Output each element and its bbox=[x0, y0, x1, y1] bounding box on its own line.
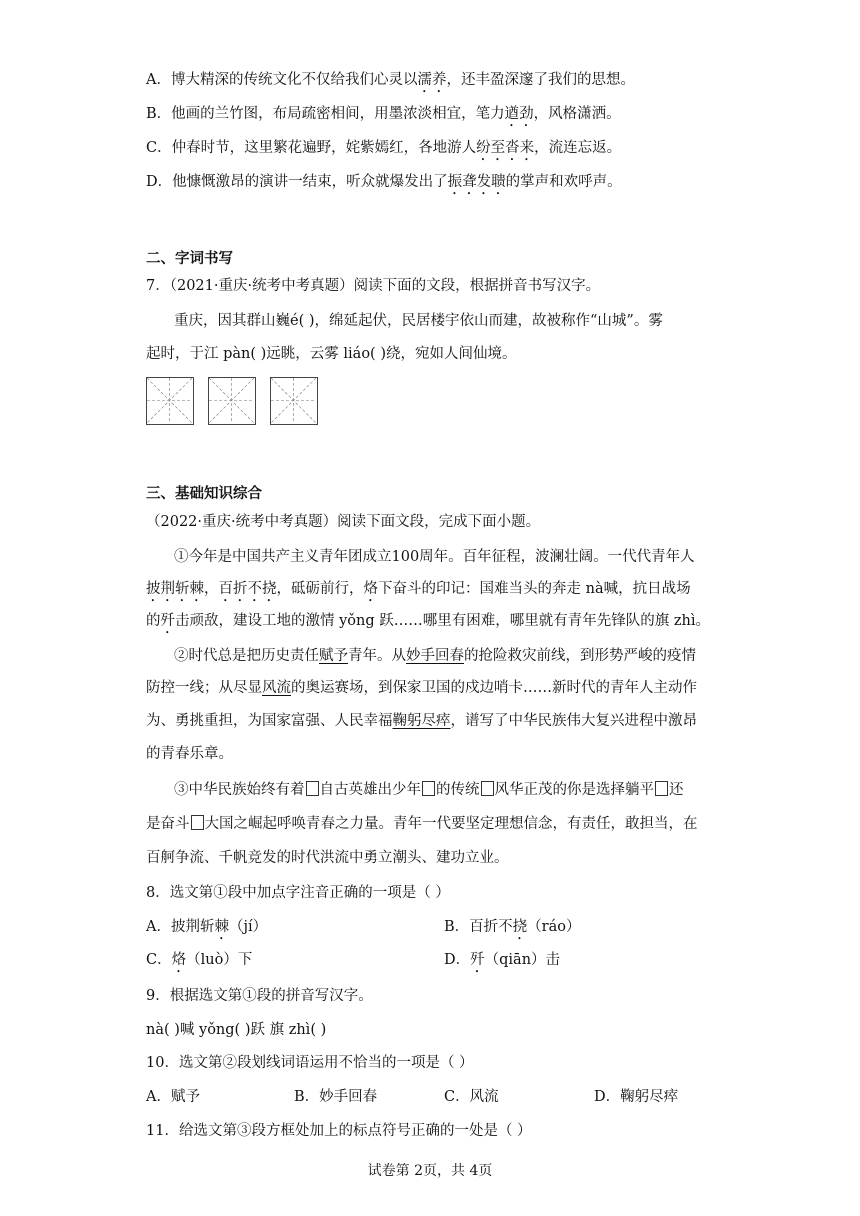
q10-option-c: C．风流 bbox=[444, 1089, 499, 1105]
para2-line-3: 为、勇挑重担，为国家富强、人民幸福鞠躬尽瘁，谱写了中华民族伟大复兴进程中激昂 bbox=[146, 713, 697, 729]
writing-grid-2[interactable] bbox=[208, 377, 256, 425]
q9-stem: 9．根据选文第①段的拼音写汉字。 bbox=[146, 988, 373, 1004]
section-2-title: 二、字词书写 bbox=[146, 251, 233, 267]
punctuation-box bbox=[191, 815, 204, 830]
para1-line-3: 的歼击顽敌，建设工地的激情 yǒng 跃……哪里有困难，哪里就有青年先锋队的旗 zhì。 bbox=[146, 613, 710, 629]
q8-option-c: C．烙（luò）下 bbox=[146, 952, 253, 968]
punctuation-box bbox=[655, 781, 668, 796]
q6-option-a: A．博大精深的传统文化不仅给我们心灵以濡养，还丰盈深邃了我们的思想。 bbox=[146, 72, 635, 88]
page-footer: 试卷第 2页，共 4页 bbox=[367, 1163, 493, 1179]
q10-option-a: A．赋予 bbox=[146, 1089, 200, 1105]
q7-passage-line-1: 重庆，因其群山巍é( )，绵延起伏，民居楼宇依山而建，故被称作“山城”。雾 bbox=[174, 313, 663, 329]
q8-option-a: A．披荆斩棘（jí） bbox=[146, 919, 268, 935]
q6-option-d: D．他慷慨激昂的演讲一结束，听众就爆发出了振聋发聩的掌声和欢呼声。 bbox=[146, 174, 622, 190]
q8-option-d: D．歼（qiān）击 bbox=[444, 952, 561, 968]
para3-line-2: 是奋斗 大国之崛起呼唤青春之力量。青年一代要坚定理想信念，有责任，敢担当，在 bbox=[146, 816, 698, 832]
q10-option-b: B．妙手回春 bbox=[294, 1089, 378, 1105]
section-3-intro: （2022·重庆·统考中考真题）阅读下面文段，完成下面小题。 bbox=[146, 514, 541, 530]
q11-stem: 11．给选文第③段方框处加上的标点符号正确的一处是（ ） bbox=[146, 1123, 532, 1139]
q8-stem: 8．选文第①段中加点字注音正确的一项是（ ） bbox=[146, 885, 450, 901]
writing-grid-1[interactable] bbox=[146, 377, 194, 425]
para2-line-4: 的青春乐章。 bbox=[146, 746, 233, 762]
q9-answer-line: nà( )喊 yǒng( )跃 旗 zhì( ) bbox=[146, 1022, 327, 1038]
q7-passage-line-2: 起时，于江 pàn( )远眺，云雾 liáo( )绕，宛如人间仙境。 bbox=[146, 346, 517, 362]
para2-line-1: ②时代总是把历史责任赋予青年。从妙手回春的抢险救灾前线，到形势严峻的疫情 bbox=[174, 648, 696, 664]
para1-line-1: ①今年是中国共产主义青年团成立100周年。百年征程，波澜壮阔。一代代青年人 bbox=[174, 549, 695, 565]
para1-line-2: 披荆斩棘，百折不挠，砥砺前行，烙下奋斗的印记：国难当头的奔走 nà喊，抗日战场 bbox=[146, 581, 691, 597]
q6-option-c: C．仲春时节，这里繁花遍野，姹紫嫣红，各地游人纷至沓来，流连忘返。 bbox=[146, 140, 622, 156]
punctuation-box bbox=[306, 781, 319, 796]
q7-stem: 7．（2021·重庆·统考中考真题）阅读下面的文段，根据拼音书写汉字。 bbox=[146, 278, 601, 294]
punctuation-box bbox=[422, 781, 435, 796]
para2-line-2: 防控一线；从尽显风流的奥运赛场，到保家卫国的戍边哨卡……新时代的青年人主动作 bbox=[146, 680, 697, 696]
q8-option-b: B．百折不挠（ráo） bbox=[444, 919, 581, 935]
section-3-title: 三、基础知识综合 bbox=[146, 486, 262, 502]
para3-line-3: 百舸争流、千帆竞发的时代洪流中勇立潮头、建功立业。 bbox=[146, 850, 509, 866]
q10-stem: 10．选文第②段划线词语运用不恰当的一项是（ ） bbox=[146, 1055, 474, 1071]
punctuation-box bbox=[481, 781, 494, 796]
q10-option-d: D．鞠躬尽瘁 bbox=[594, 1089, 679, 1105]
writing-grid-3[interactable] bbox=[270, 377, 318, 425]
q6-option-b: B．他画的兰竹图，布局疏密相间，用墨浓淡相宜，笔力遒劲，风格潇洒。 bbox=[146, 106, 621, 122]
para3-line-1: ③中华民族始终有着 自古英雄出少年 的传统 风华正茂的你是选择躺平 还 bbox=[174, 782, 684, 798]
